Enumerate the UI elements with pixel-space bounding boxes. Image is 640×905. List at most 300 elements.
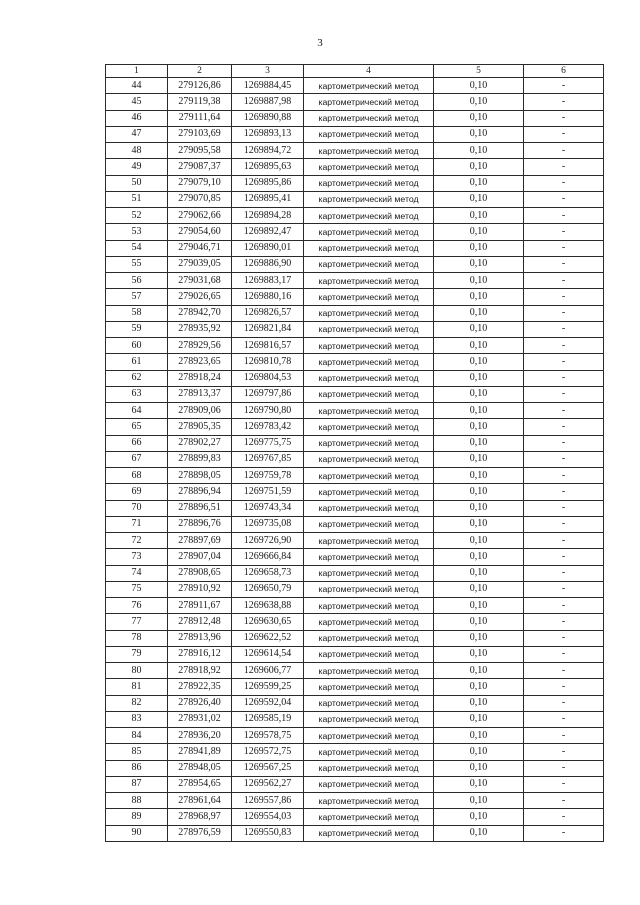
note-cell: - — [524, 403, 604, 419]
point-number-cell: 86 — [106, 760, 168, 776]
x-coordinate-cell: 278961,64 — [168, 793, 232, 809]
table-row — [106, 484, 604, 500]
x-coordinate-cell: 278954,65 — [168, 776, 232, 792]
method-cell: картометрический метод — [304, 614, 434, 630]
method-cell: картометрический метод — [304, 175, 434, 191]
table-row — [106, 208, 604, 224]
table-row — [106, 728, 604, 744]
table-row — [106, 386, 604, 402]
note-cell: - — [524, 240, 604, 256]
point-number-cell: 72 — [106, 533, 168, 549]
accuracy-cell: 0,10 — [434, 143, 524, 159]
x-coordinate-cell: 278908,65 — [168, 565, 232, 581]
x-coordinate-cell: 278897,69 — [168, 533, 232, 549]
x-coordinate-cell: 278912,48 — [168, 614, 232, 630]
accuracy-cell: 0,10 — [434, 516, 524, 532]
method-cell: картометрический метод — [304, 468, 434, 484]
x-coordinate-cell: 278899,83 — [168, 451, 232, 467]
table-row — [106, 516, 604, 532]
method-cell: картометрический метод — [304, 793, 434, 809]
point-number-cell: 74 — [106, 565, 168, 581]
y-coordinate-cell: 1269890,88 — [232, 110, 304, 126]
accuracy-cell: 0,10 — [434, 646, 524, 662]
table-row — [106, 305, 604, 321]
table-row — [106, 126, 604, 142]
note-cell: - — [524, 110, 604, 126]
accuracy-cell: 0,10 — [434, 565, 524, 581]
note-cell: - — [524, 370, 604, 386]
accuracy-cell: 0,10 — [434, 321, 524, 337]
x-coordinate-cell: 279095,58 — [168, 143, 232, 159]
note-cell: - — [524, 338, 604, 354]
point-number-cell: 46 — [106, 110, 168, 126]
table-row — [106, 630, 604, 646]
point-number-cell: 48 — [106, 143, 168, 159]
accuracy-cell: 0,10 — [434, 695, 524, 711]
note-cell: - — [524, 565, 604, 581]
y-coordinate-cell: 1269890,01 — [232, 240, 304, 256]
point-number-cell: 81 — [106, 679, 168, 695]
table-row — [106, 598, 604, 614]
point-number-cell: 52 — [106, 208, 168, 224]
y-coordinate-cell: 1269759,78 — [232, 468, 304, 484]
accuracy-cell: 0,10 — [434, 630, 524, 646]
point-number-cell: 60 — [106, 338, 168, 354]
table-row — [106, 159, 604, 175]
method-cell: картометрический метод — [304, 126, 434, 142]
table-row — [106, 500, 604, 516]
note-cell: - — [524, 273, 604, 289]
y-coordinate-cell: 1269886,90 — [232, 256, 304, 272]
point-number-cell: 63 — [106, 386, 168, 402]
y-coordinate-cell: 1269751,59 — [232, 484, 304, 500]
x-coordinate-cell: 279039,05 — [168, 256, 232, 272]
table-row — [106, 224, 604, 240]
point-number-cell: 47 — [106, 126, 168, 142]
point-number-cell: 75 — [106, 581, 168, 597]
method-cell: картометрический метод — [304, 273, 434, 289]
column-header-2: 2 — [168, 65, 232, 78]
y-coordinate-cell: 1269562,27 — [232, 776, 304, 792]
method-cell: картометрический метод — [304, 695, 434, 711]
note-cell: - — [524, 549, 604, 565]
x-coordinate-cell: 278911,67 — [168, 598, 232, 614]
accuracy-cell: 0,10 — [434, 419, 524, 435]
note-cell: - — [524, 663, 604, 679]
accuracy-cell: 0,10 — [434, 711, 524, 727]
note-cell: - — [524, 744, 604, 760]
method-cell: картометрический метод — [304, 370, 434, 386]
y-coordinate-cell: 1269658,73 — [232, 565, 304, 581]
accuracy-cell: 0,10 — [434, 273, 524, 289]
note-cell: - — [524, 354, 604, 370]
table-row — [106, 468, 604, 484]
method-cell: картометрический метод — [304, 224, 434, 240]
y-coordinate-cell: 1269892,47 — [232, 224, 304, 240]
note-cell: - — [524, 289, 604, 305]
note-cell: - — [524, 581, 604, 597]
y-coordinate-cell: 1269567,25 — [232, 760, 304, 776]
accuracy-cell: 0,10 — [434, 776, 524, 792]
table-row — [106, 289, 604, 305]
point-number-cell: 69 — [106, 484, 168, 500]
method-cell: картометрический метод — [304, 403, 434, 419]
table-row — [106, 94, 604, 110]
x-coordinate-cell: 278910,92 — [168, 581, 232, 597]
note-cell: - — [524, 224, 604, 240]
accuracy-cell: 0,10 — [434, 728, 524, 744]
table-row — [106, 679, 604, 695]
y-coordinate-cell: 1269726,90 — [232, 533, 304, 549]
y-coordinate-cell: 1269804,53 — [232, 370, 304, 386]
y-coordinate-cell: 1269557,86 — [232, 793, 304, 809]
method-cell: картометрический метод — [304, 760, 434, 776]
accuracy-cell: 0,10 — [434, 240, 524, 256]
accuracy-cell: 0,10 — [434, 370, 524, 386]
method-cell: картометрический метод — [304, 321, 434, 337]
y-coordinate-cell: 1269894,28 — [232, 208, 304, 224]
point-number-cell: 53 — [106, 224, 168, 240]
method-cell: картометрический метод — [304, 451, 434, 467]
note-cell: - — [524, 516, 604, 532]
y-coordinate-cell: 1269630,65 — [232, 614, 304, 630]
x-coordinate-cell: 278913,96 — [168, 630, 232, 646]
note-cell: - — [524, 809, 604, 825]
table-row — [106, 273, 604, 289]
x-coordinate-cell: 278902,27 — [168, 435, 232, 451]
note-cell: - — [524, 598, 604, 614]
note-cell: - — [524, 776, 604, 792]
y-coordinate-cell: 1269767,85 — [232, 451, 304, 467]
note-cell: - — [524, 451, 604, 467]
accuracy-cell: 0,10 — [434, 403, 524, 419]
table-row — [106, 565, 604, 581]
point-number-cell: 66 — [106, 435, 168, 451]
y-coordinate-cell: 1269894,72 — [232, 143, 304, 159]
x-coordinate-cell: 279026,65 — [168, 289, 232, 305]
table-row — [106, 354, 604, 370]
note-cell: - — [524, 126, 604, 142]
table-header-row — [106, 65, 604, 78]
x-coordinate-cell: 279046,71 — [168, 240, 232, 256]
table-row — [106, 451, 604, 467]
y-coordinate-cell: 1269821,84 — [232, 321, 304, 337]
x-coordinate-cell: 278918,24 — [168, 370, 232, 386]
method-cell: картометрический метод — [304, 159, 434, 175]
point-number-cell: 71 — [106, 516, 168, 532]
y-coordinate-cell: 1269550,83 — [232, 825, 304, 841]
table-row — [106, 143, 604, 159]
table-row — [106, 419, 604, 435]
accuracy-cell: 0,10 — [434, 598, 524, 614]
point-number-cell: 84 — [106, 728, 168, 744]
note-cell: - — [524, 646, 604, 662]
table-row — [106, 533, 604, 549]
accuracy-cell: 0,10 — [434, 809, 524, 825]
x-coordinate-cell: 278896,51 — [168, 500, 232, 516]
accuracy-cell: 0,10 — [434, 126, 524, 142]
accuracy-cell: 0,10 — [434, 451, 524, 467]
method-cell: картометрический метод — [304, 581, 434, 597]
x-coordinate-cell: 279111,64 — [168, 110, 232, 126]
point-number-cell: 55 — [106, 256, 168, 272]
y-coordinate-cell: 1269622,52 — [232, 630, 304, 646]
table-row — [106, 549, 604, 565]
y-coordinate-cell: 1269735,08 — [232, 516, 304, 532]
note-cell: - — [524, 695, 604, 711]
table-row — [106, 338, 604, 354]
method-cell: картометрический метод — [304, 338, 434, 354]
x-coordinate-cell: 278922,35 — [168, 679, 232, 695]
accuracy-cell: 0,10 — [434, 175, 524, 191]
method-cell: картометрический метод — [304, 549, 434, 565]
x-coordinate-cell: 278918,92 — [168, 663, 232, 679]
x-coordinate-cell: 278936,20 — [168, 728, 232, 744]
method-cell: картометрический метод — [304, 256, 434, 272]
accuracy-cell: 0,10 — [434, 500, 524, 516]
accuracy-cell: 0,10 — [434, 435, 524, 451]
point-number-cell: 79 — [106, 646, 168, 662]
note-cell: - — [524, 386, 604, 402]
point-number-cell: 90 — [106, 825, 168, 841]
point-number-cell: 82 — [106, 695, 168, 711]
x-coordinate-cell: 278916,12 — [168, 646, 232, 662]
note-cell: - — [524, 321, 604, 337]
y-coordinate-cell: 1269606,77 — [232, 663, 304, 679]
x-coordinate-cell: 278913,37 — [168, 386, 232, 402]
point-number-cell: 88 — [106, 793, 168, 809]
y-coordinate-cell: 1269895,86 — [232, 175, 304, 191]
accuracy-cell: 0,10 — [434, 191, 524, 207]
method-cell: картометрический метод — [304, 663, 434, 679]
method-cell: картометрический метод — [304, 825, 434, 841]
note-cell: - — [524, 435, 604, 451]
x-coordinate-cell: 278926,40 — [168, 695, 232, 711]
point-number-cell: 67 — [106, 451, 168, 467]
method-cell: картометрический метод — [304, 143, 434, 159]
note-cell: - — [524, 484, 604, 500]
table-row — [106, 435, 604, 451]
x-coordinate-cell: 278935,92 — [168, 321, 232, 337]
note-cell: - — [524, 728, 604, 744]
method-cell: картометрический метод — [304, 728, 434, 744]
point-number-cell: 57 — [106, 289, 168, 305]
accuracy-cell: 0,10 — [434, 386, 524, 402]
method-cell: картометрический метод — [304, 354, 434, 370]
x-coordinate-cell: 278896,94 — [168, 484, 232, 500]
note-cell: - — [524, 793, 604, 809]
method-cell: картометрический метод — [304, 419, 434, 435]
point-number-cell: 78 — [106, 630, 168, 646]
x-coordinate-cell: 278929,56 — [168, 338, 232, 354]
method-cell: картометрический метод — [304, 208, 434, 224]
method-cell: картометрический метод — [304, 598, 434, 614]
note-cell: - — [524, 825, 604, 841]
method-cell: картометрический метод — [304, 305, 434, 321]
method-cell: картометрический метод — [304, 500, 434, 516]
table-row — [106, 776, 604, 792]
x-coordinate-cell: 279031,68 — [168, 273, 232, 289]
x-coordinate-cell: 279054,60 — [168, 224, 232, 240]
method-cell: картометрический метод — [304, 94, 434, 110]
x-coordinate-cell: 279103,69 — [168, 126, 232, 142]
y-coordinate-cell: 1269585,19 — [232, 711, 304, 727]
x-coordinate-cell: 278941,89 — [168, 744, 232, 760]
accuracy-cell: 0,10 — [434, 760, 524, 776]
method-cell: картометрический метод — [304, 386, 434, 402]
x-coordinate-cell: 278976,59 — [168, 825, 232, 841]
x-coordinate-cell: 279079,10 — [168, 175, 232, 191]
accuracy-cell: 0,10 — [434, 354, 524, 370]
x-coordinate-cell: 278942,70 — [168, 305, 232, 321]
method-cell: картометрический метод — [304, 435, 434, 451]
point-number-cell: 62 — [106, 370, 168, 386]
method-cell: картометрический метод — [304, 776, 434, 792]
note-cell: - — [524, 305, 604, 321]
x-coordinate-cell: 279126,86 — [168, 78, 232, 94]
x-coordinate-cell: 278898,05 — [168, 468, 232, 484]
table-row — [106, 646, 604, 662]
y-coordinate-cell: 1269592,04 — [232, 695, 304, 711]
method-cell: картометрический метод — [304, 240, 434, 256]
y-coordinate-cell: 1269743,34 — [232, 500, 304, 516]
accuracy-cell: 0,10 — [434, 581, 524, 597]
table-row — [106, 191, 604, 207]
page-number: 3 — [317, 37, 323, 49]
point-number-cell: 65 — [106, 419, 168, 435]
accuracy-cell: 0,10 — [434, 549, 524, 565]
x-coordinate-cell: 278923,65 — [168, 354, 232, 370]
y-coordinate-cell: 1269572,75 — [232, 744, 304, 760]
y-coordinate-cell: 1269826,57 — [232, 305, 304, 321]
point-number-cell: 61 — [106, 354, 168, 370]
accuracy-cell: 0,10 — [434, 338, 524, 354]
y-coordinate-cell: 1269666,84 — [232, 549, 304, 565]
note-cell: - — [524, 159, 604, 175]
table-row — [106, 809, 604, 825]
method-cell: картометрический метод — [304, 78, 434, 94]
y-coordinate-cell: 1269614,54 — [232, 646, 304, 662]
x-coordinate-cell: 279119,38 — [168, 94, 232, 110]
point-number-cell: 64 — [106, 403, 168, 419]
point-number-cell: 44 — [106, 78, 168, 94]
x-coordinate-cell: 278968,97 — [168, 809, 232, 825]
accuracy-cell: 0,10 — [434, 94, 524, 110]
note-cell: - — [524, 208, 604, 224]
accuracy-cell: 0,10 — [434, 110, 524, 126]
accuracy-cell: 0,10 — [434, 533, 524, 549]
table-row — [106, 711, 604, 727]
method-cell: картометрический метод — [304, 533, 434, 549]
accuracy-cell: 0,10 — [434, 614, 524, 630]
method-cell: картометрический метод — [304, 484, 434, 500]
y-coordinate-cell: 1269797,86 — [232, 386, 304, 402]
accuracy-cell: 0,10 — [434, 468, 524, 484]
x-coordinate-cell: 279070,85 — [168, 191, 232, 207]
method-cell: картометрический метод — [304, 711, 434, 727]
table-row — [106, 370, 604, 386]
y-coordinate-cell: 1269895,63 — [232, 159, 304, 175]
point-number-cell: 76 — [106, 598, 168, 614]
accuracy-cell: 0,10 — [434, 305, 524, 321]
y-coordinate-cell: 1269638,88 — [232, 598, 304, 614]
note-cell: - — [524, 533, 604, 549]
y-coordinate-cell: 1269554,03 — [232, 809, 304, 825]
table-row — [106, 403, 604, 419]
point-number-cell: 50 — [106, 175, 168, 191]
point-number-cell: 54 — [106, 240, 168, 256]
note-cell: - — [524, 711, 604, 727]
coordinates-table — [105, 64, 604, 842]
method-cell: картометрический метод — [304, 679, 434, 695]
note-cell: - — [524, 614, 604, 630]
accuracy-cell: 0,10 — [434, 78, 524, 94]
method-cell: картометрический метод — [304, 565, 434, 581]
table-row — [106, 663, 604, 679]
method-cell: картометрический метод — [304, 646, 434, 662]
column-header-1: 1 — [106, 65, 168, 78]
x-coordinate-cell: 278948,05 — [168, 760, 232, 776]
point-number-cell: 56 — [106, 273, 168, 289]
column-header-3: 3 — [232, 65, 304, 78]
table-body — [106, 78, 604, 842]
note-cell: - — [524, 191, 604, 207]
x-coordinate-cell: 278931,02 — [168, 711, 232, 727]
method-cell: картометрический метод — [304, 744, 434, 760]
note-cell: - — [524, 760, 604, 776]
y-coordinate-cell: 1269783,42 — [232, 419, 304, 435]
accuracy-cell: 0,10 — [434, 744, 524, 760]
accuracy-cell: 0,10 — [434, 159, 524, 175]
table-row — [106, 240, 604, 256]
accuracy-cell: 0,10 — [434, 484, 524, 500]
y-coordinate-cell: 1269816,57 — [232, 338, 304, 354]
table-row — [106, 744, 604, 760]
table-row — [106, 793, 604, 809]
table-row — [106, 695, 604, 711]
note-cell: - — [524, 175, 604, 191]
accuracy-cell: 0,10 — [434, 208, 524, 224]
accuracy-cell: 0,10 — [434, 663, 524, 679]
point-number-cell: 73 — [106, 549, 168, 565]
point-number-cell: 59 — [106, 321, 168, 337]
method-cell: картометрический метод — [304, 630, 434, 646]
note-cell: - — [524, 143, 604, 159]
x-coordinate-cell: 278905,35 — [168, 419, 232, 435]
point-number-cell: 77 — [106, 614, 168, 630]
point-number-cell: 87 — [106, 776, 168, 792]
point-number-cell: 58 — [106, 305, 168, 321]
table-row — [106, 110, 604, 126]
note-cell: - — [524, 419, 604, 435]
note-cell: - — [524, 630, 604, 646]
method-cell: картометрический метод — [304, 110, 434, 126]
table-row — [106, 321, 604, 337]
y-coordinate-cell: 1269775,75 — [232, 435, 304, 451]
x-coordinate-cell: 278909,06 — [168, 403, 232, 419]
point-number-cell: 89 — [106, 809, 168, 825]
note-cell: - — [524, 256, 604, 272]
table-row — [106, 78, 604, 94]
method-cell: картометрический метод — [304, 516, 434, 532]
x-coordinate-cell: 279062,66 — [168, 208, 232, 224]
table-row — [106, 825, 604, 841]
point-number-cell: 45 — [106, 94, 168, 110]
y-coordinate-cell: 1269880,16 — [232, 289, 304, 305]
table-row — [106, 614, 604, 630]
table-row — [106, 760, 604, 776]
note-cell: - — [524, 78, 604, 94]
